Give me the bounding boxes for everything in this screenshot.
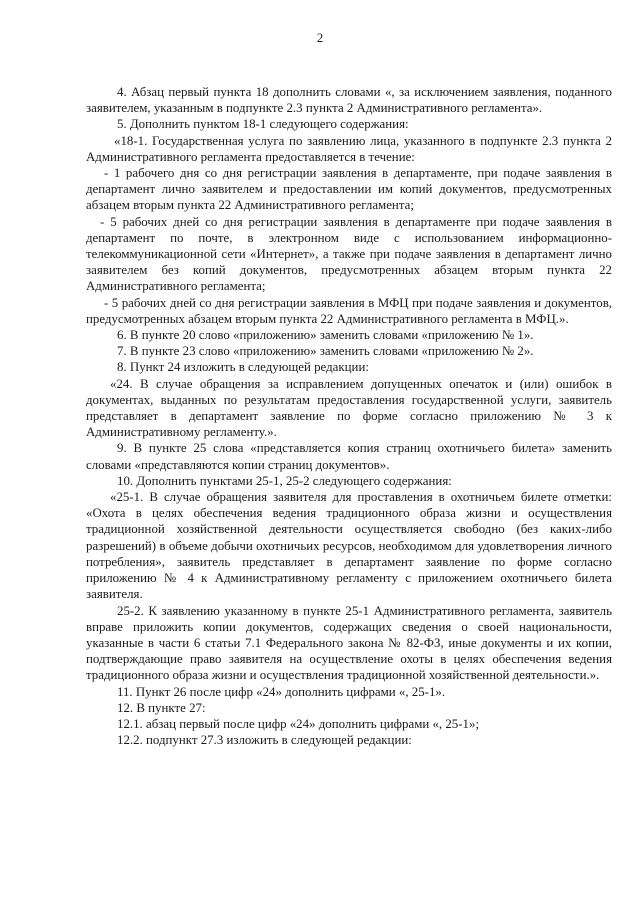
paragraph: 9. В пункте 25 слова «представляется копия страниц охотничьего билета» заменить словами «представляются копии страниц документов».	[86, 441, 612, 472]
document-body	[86, 84, 612, 748]
paragraph: 12. В пункте 27:	[117, 700, 206, 715]
page-number: 2	[316, 30, 324, 45]
paragraph: 4. Абзац первый пункта 18 дополнить словами «, за исключением заявления, поданного заявителем, указанным в подпункте 2.3 пункта 2 Административного регламента».	[86, 85, 612, 116]
paragraph: - 5 рабочих дней со дня регистрации заявления в МФЦ при подаче заявления и документов, предусмотренных абзацем вторым пункта 22 Административного регламента в МФЦ.».	[86, 295, 612, 326]
paragraph: - 1 рабочего дня со дня регистрации заявления в департаменте, при подаче заявления в департамент лично заявителем и предоставлении им копий документов, предусмотренных абзацем вторым пункта 22 Административного регламента;	[86, 166, 612, 213]
paragraph: 5. Дополнить пунктом 18-1 следующего содержания:	[117, 117, 409, 132]
paragraph: «25-1. В случае обращения заявителя для проставления в охотничьем билете отметки: «Охота в целях обеспечения ведения традиционного образа жизни и осуществления традиционной хозяйственной деятельности осуществляется свободно (без каких-либо разрешений) в объеме добычи охотничьих ресурсов, необходимом для удовлетворения личного потребления», заявитель представляет в департамент заявление по форме согласно приложению № 4 к Административному регламенту с приложением охотничьего билета заявителя.	[86, 490, 612, 602]
paragraph: 12.1. абзац первый после цифр «24» дополнить цифрами «, 25-1»;	[117, 716, 480, 731]
paragraph: 8. Пункт 24 изложить в следующей редакции:	[117, 360, 369, 375]
paragraph: 7. В пункте 23 слово «приложению» заменить словами «приложению № 2».	[117, 344, 534, 359]
paragraph: «18-1. Государственная услуга по заявлению лица, указанного в подпункте 2.3 пункта 2 Административного регламента предоставляется в течение:	[86, 133, 612, 164]
paragraph: 25-2. К заявлению указанному в пункте 25-1 Административного регламента, заявитель вправе приложить копии документов, содержащих сведения о своей национальности, указанные в части 6 статьи 7.1 Федерального закона № 82-ФЗ, иные документы и их копии, подтверждающие право заявителя на осуществление охоты в целях обеспечения ведения традиционного образа жизни и осуществления традиционной хозяйственной деятельности.».	[86, 603, 612, 683]
paragraph: 11. Пункт 26 после цифр «24» дополнить цифрами «, 25-1».	[117, 684, 446, 699]
paragraph: 10. Дополнить пунктами 25-1, 25-2 следующего содержания:	[117, 473, 452, 488]
paragraph: 6. В пункте 20 слово «приложению» заменить словами «приложению № 1».	[117, 328, 534, 343]
paragraph: 12.2. подпункт 27.3 изложить в следующей редакции:	[117, 733, 412, 748]
paragraph: - 5 рабочих дней со дня регистрации заявления в департаменте при подаче заявления в департамент по почте, в электронном виде с использованием информационно-телекоммуникационной сети «Интернет», а также при подаче заявления в департамент лично заявителем без копий документов, предусмотренных абзацем вторым пункта 22 Административного регламента;	[86, 214, 612, 294]
paragraph: «24. В случае обращения за исправлением допущенных опечаток и (или) ошибок в документах, выданных по результатам предоставления государственной услуги, заявитель представляет в департамент заявление по форме согласно приложению № 3 к Административному регламенту.».	[86, 376, 612, 440]
